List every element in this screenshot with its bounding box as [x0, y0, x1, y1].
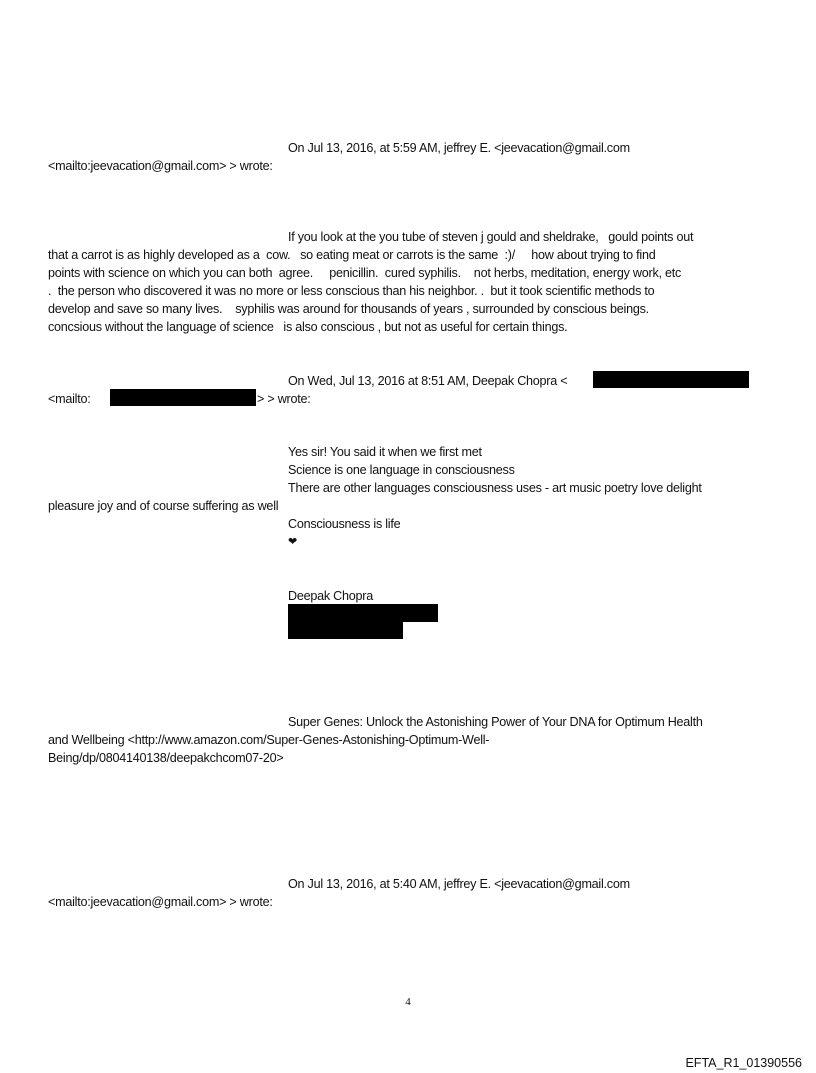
body-line: . the person who discovered it was no more or less conscious than his neighbor. . but it took scientific methods to [48, 284, 655, 298]
body-line: There are other languages consciousness uses - art music poetry love delight [288, 481, 702, 495]
page-number: 4 [405, 996, 411, 1008]
header-line: On Wed, Jul 13, 2016 at 8:51 AM, Deepak Chopra < [288, 374, 568, 388]
body-line: concsious without the language of science is also conscious , but not as useful for certain things. [48, 320, 568, 334]
body-line: Yes sir! You said it when we first met [288, 445, 482, 459]
body-line: pleasure joy and of course suffering as well [48, 499, 279, 513]
body-line: Consciousness is life [288, 517, 401, 531]
header-line: <mailto:jeevacation@gmail.com> > wrote: [48, 895, 273, 909]
hearts-icon: ❤ [288, 536, 297, 548]
redaction-box [288, 604, 438, 622]
signature-name: Deepak Chopra [288, 589, 373, 603]
body-line: that a carrot is as highly developed as a cow. so eating meat or carrots is the same :)/ how about trying to find [48, 248, 656, 262]
body-line: Science is one language in consciousness [288, 463, 515, 477]
header-mailto-prefix: <mailto: [48, 392, 91, 406]
body-line: develop and save so many lives. syphilis was around for thousands of years , surrounded by conscious beings. [48, 302, 649, 316]
book-line[interactable]: Being/dp/0804140138/deepakchcom07-20> [48, 751, 284, 765]
header-line: On Jul 13, 2016, at 5:40 AM, jeffrey E. <jeevacation@gmail.com [288, 877, 630, 891]
body-line: If you look at the you tube of steven j gould and sheldrake, gould points out [288, 230, 694, 244]
header-line: On Jul 13, 2016, at 5:59 AM, jeffrey E. <jeevacation@gmail.com [288, 141, 630, 155]
header-line: <mailto:jeevacation@gmail.com> > wrote: [48, 159, 273, 173]
book-line: Super Genes: Unlock the Astonishing Power of Your DNA for Optimum Health [288, 715, 703, 729]
header-mailto-suffix: > > wrote: [257, 392, 311, 406]
bates-number: EFTA_R1_01390556 [685, 1056, 802, 1070]
book-line[interactable]: and Wellbeing <http://www.amazon.com/Super-Genes-Astonishing-Optimum-Well- [48, 733, 490, 747]
redaction-box [288, 621, 403, 639]
redaction-box [110, 389, 256, 406]
redaction-box [593, 371, 749, 388]
body-line: points with science on which you can both agree. penicillin. cured syphilis. not herbs, meditation, energy work, etc [48, 266, 682, 280]
